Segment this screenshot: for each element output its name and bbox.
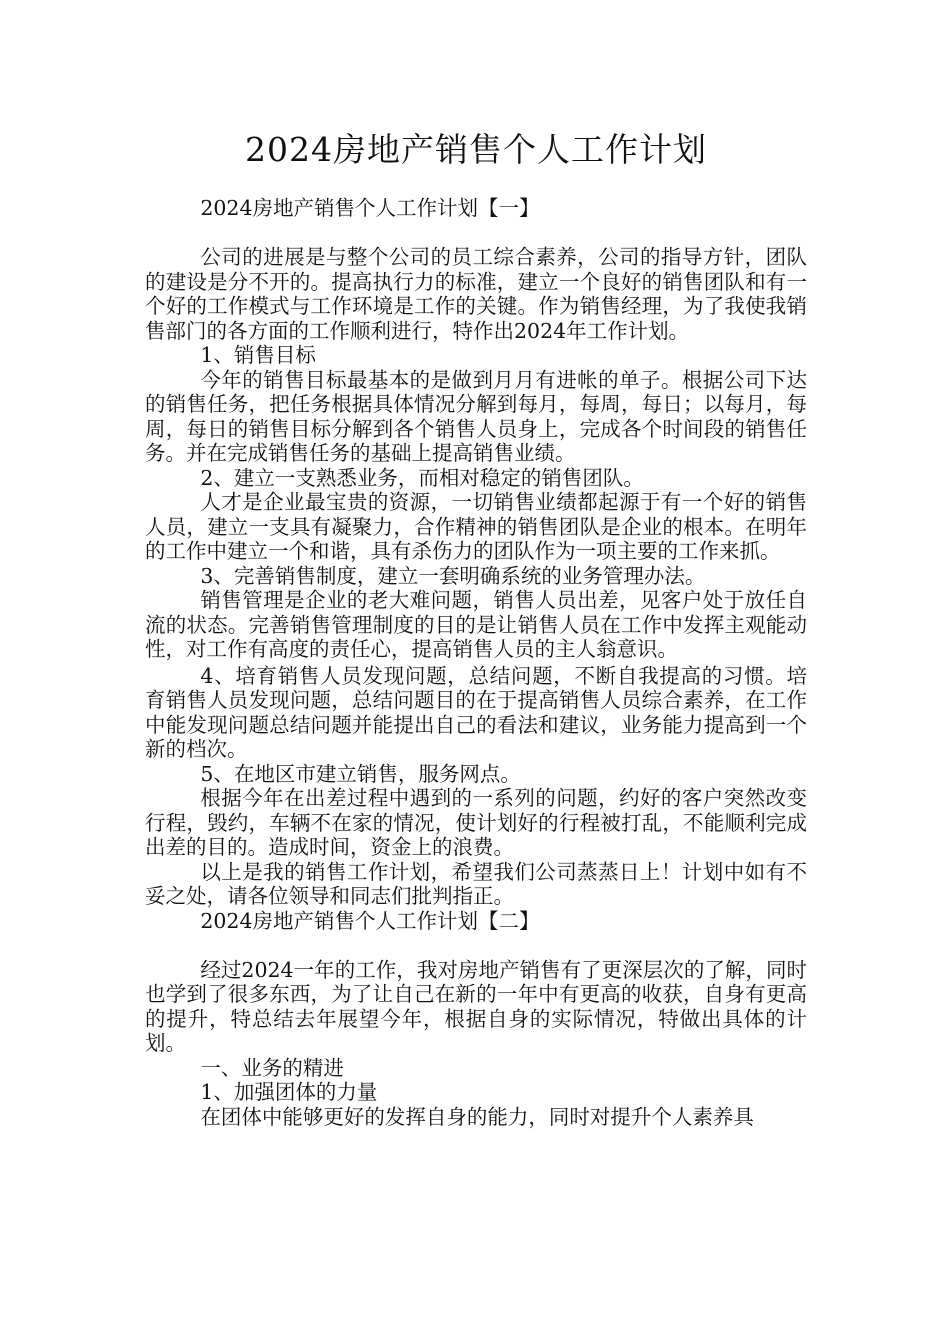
subheading: 1、销售目标 [200,343,316,367]
subheading: 一、业务的精进 [200,1055,344,1080]
paragraph: 人才是企业最宝贵的资源，一切销售业绩都起源于有一个好的销售人员，建立一支具有凝聚力，合作精神的销售团队是企业的根本。在明年的工作中建立一个和谐，具有杀伤力的团队作为一项主要的工作来抓。 [145,490,807,563]
paragraph: 以上是我的销售工作计划，希望我们公司蒸蒸日上！计划中如有不妥之处，请各位领导和同志们批判指正。 [145,859,807,908]
document-title: 2024房地产销售个人工作计划 [245,130,707,169]
section-heading: 2024房地产销售个人工作计划【二】 [200,908,540,933]
paragraph: 经过2024一年的工作，我对房地产销售有了更深层次的了解，同时也学到了很多东西，为了让自己在新的一年中有更高的收获，自身有更高的提升，特总结去年展望今年，根据自身的实际情况，特做出具体的计划。 [145,957,807,1055]
section-heading: 2024房地产销售个人工作计划【一】 [200,196,540,220]
subheading: 3、完善销售制度，建立一套明确系统的业务管理办法。 [200,563,706,588]
paragraph: 销售管理是企业的老大难问题，销售人员出差，见客户处于放任自流的状态。完善销售管理制度的目的是让销售人员在工作中发挥主观能动性，对工作有高度的责任心，提高销售人员的主人翁意识。 [145,588,807,661]
subheading: 5、在地区市建立销售，服务网点。 [200,761,521,786]
paragraph: 根据今年在出差过程中遇到的一系列的问题，约好的客户突然改变行程，毁约，车辆不在家的情况，使计划好的行程被打乱，不能顺利完成出差的目的。造成时间，资金上的浪费。 [145,786,807,859]
paragraph: 今年的销售目标最基本的是做到月月有进帐的单子。根据公司下达的销售任务，把任务根据具体情况分解到每月，每周，每日；以每月，每周，每日的销售目标分解到各个销售人员身上，完成各个时间段的销售任务。并在完成销售任务的基础上提高销售业绩。 [145,367,807,465]
paragraph: 在团体中能够更好的发挥自身的能力，同时对提升个人素养具 [200,1104,754,1129]
document-body [145,196,807,1129]
paragraph: 公司的进展是与整个公司的员工综合素养，公司的指导方针，团队的建设是分不开的。提高执行力的标准，建立一个良好的销售团队和有一个好的工作模式与工作环境是工作的关键。作为销售经理，为了我使我销售部门的各方面的工作顺利进行，特作出2024年工作计划。 [145,245,807,343]
subheading: 1、加强团体的力量 [200,1080,378,1104]
subheading: 2、建立一支熟悉业务，而相对稳定的销售团队。 [200,465,644,490]
paragraph: 4、培育销售人员发现问题，总结问题，不断自我提高的习惯。培育销售人员发现问题，总结问题目的在于提高销售人员综合素养，在工作中能发现问题总结问题并能提出自己的看法和建议，业务能力提高到一个新的档次。 [145,663,807,761]
